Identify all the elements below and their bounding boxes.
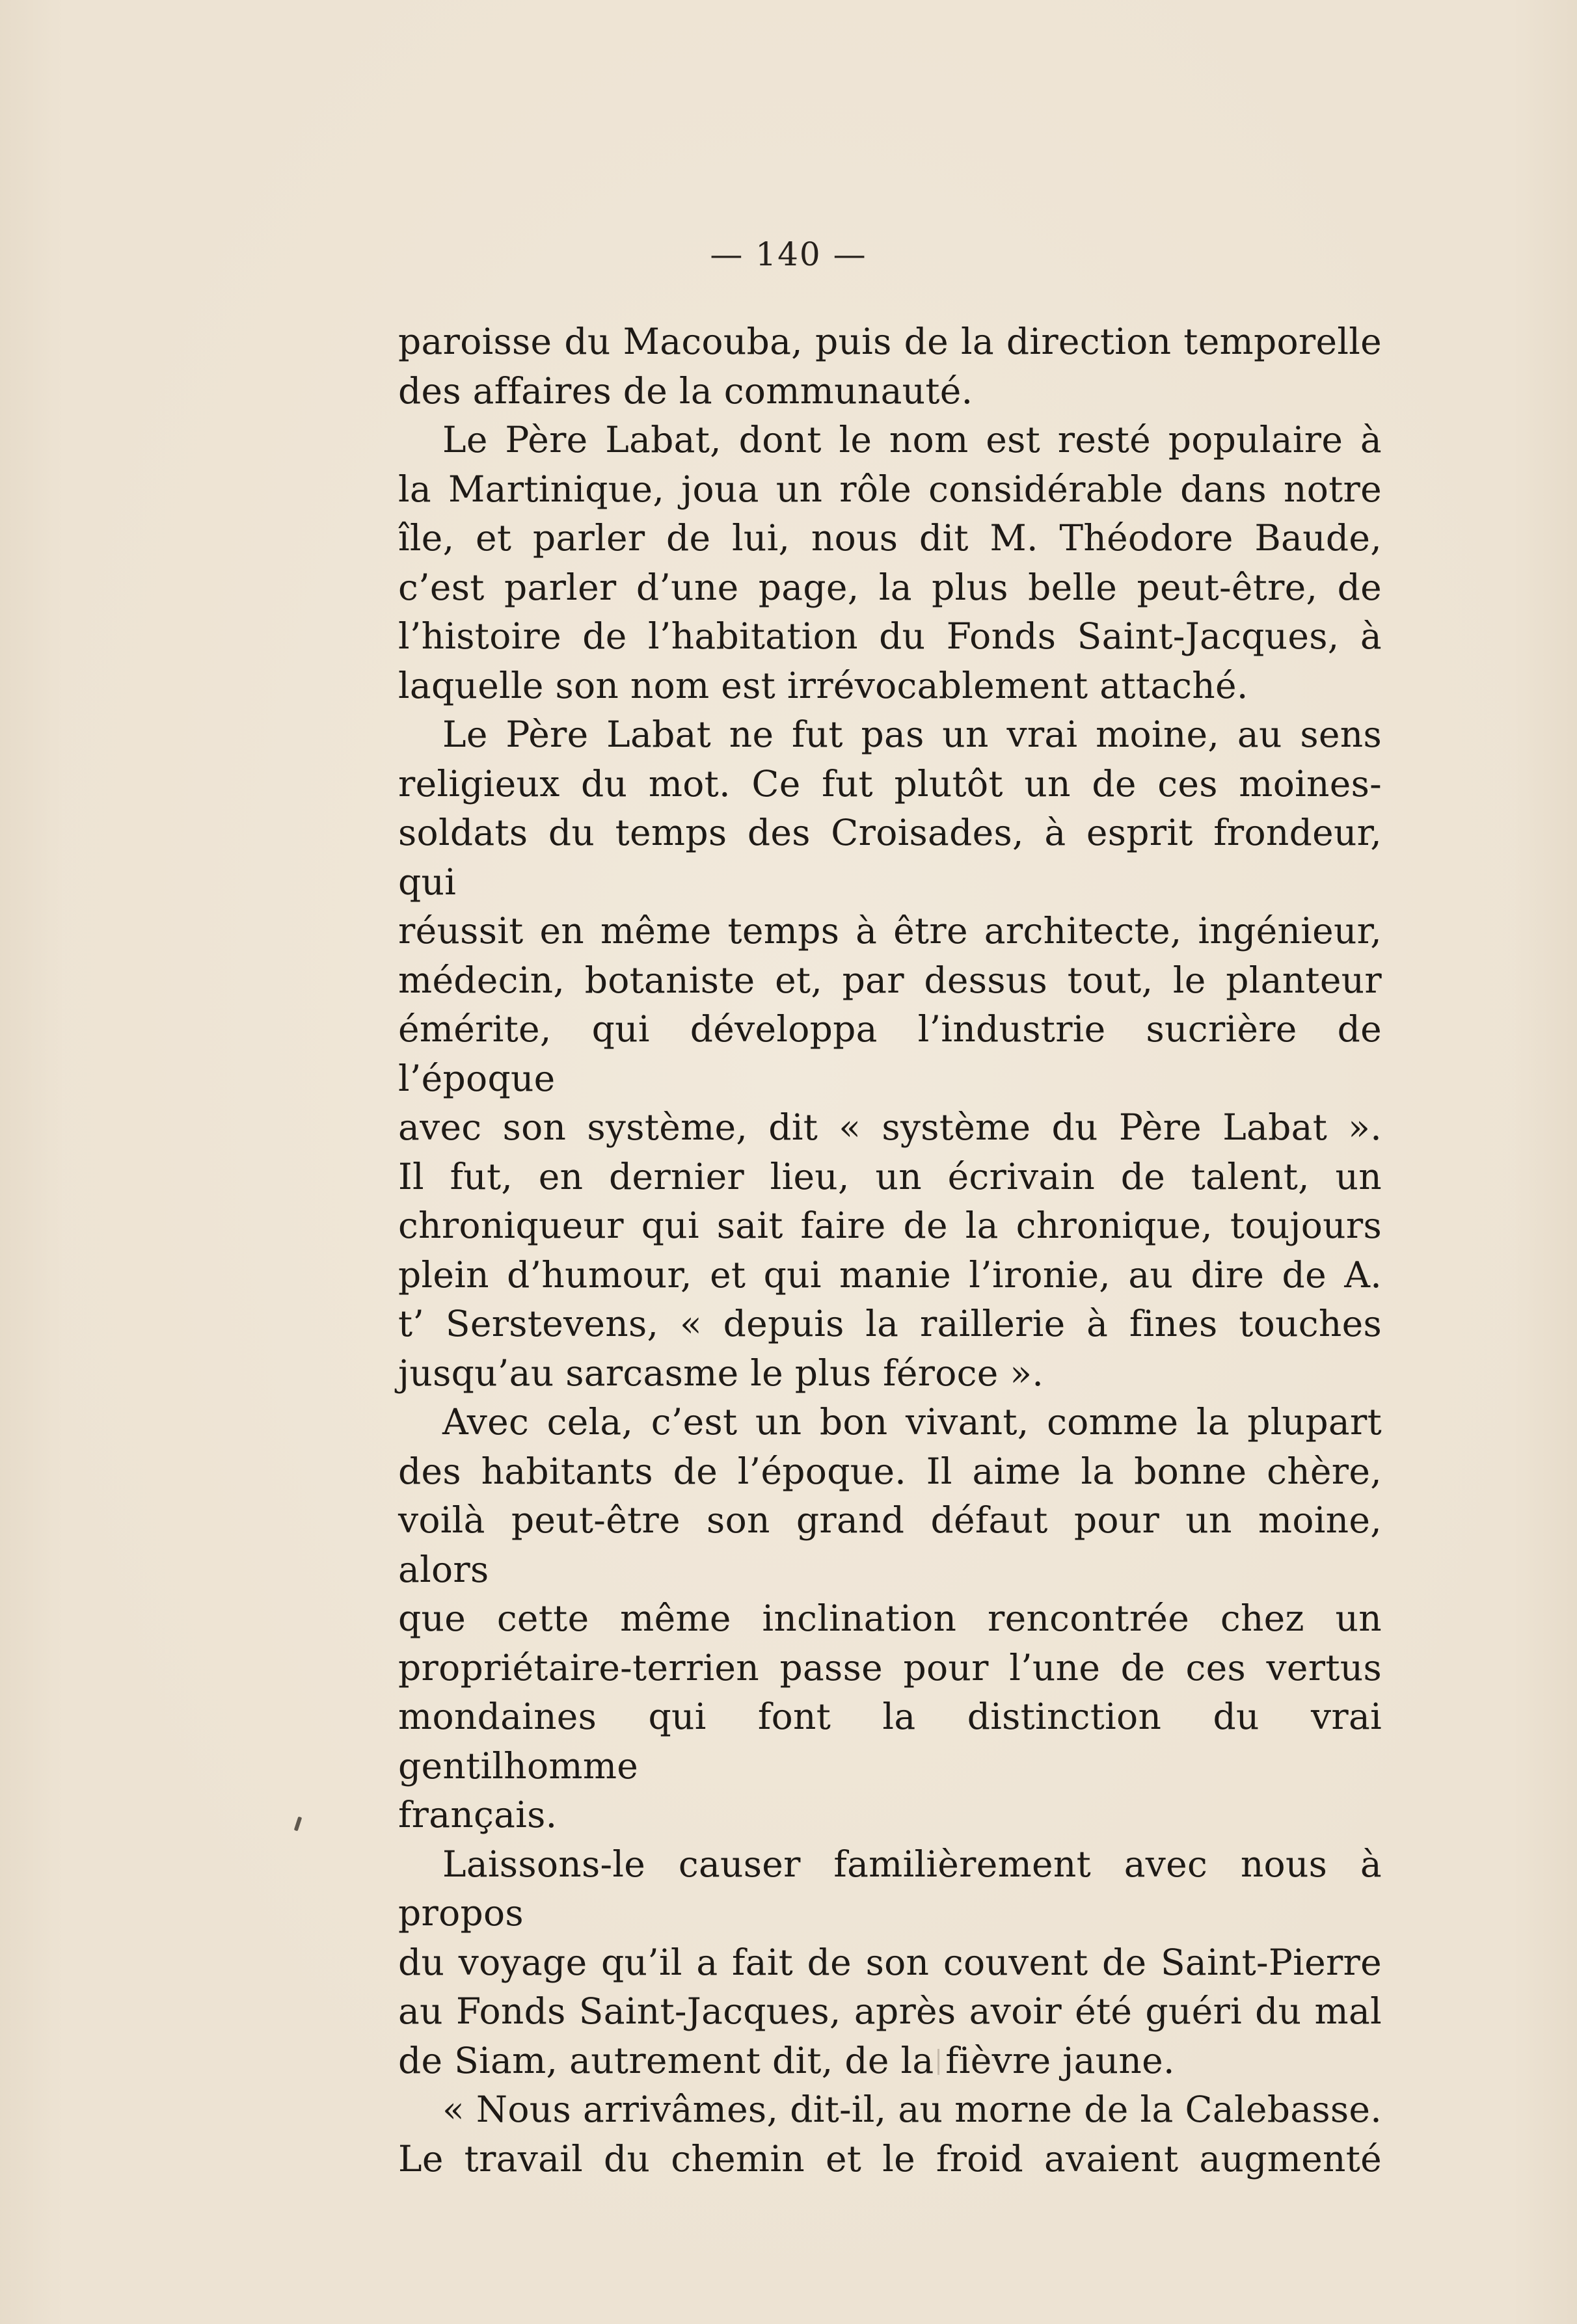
text-line: paroisse du Macouba, puis de la direction temporelle	[398, 321, 1382, 362]
paragraph	[398, 317, 1382, 416]
paragraph	[398, 416, 1382, 710]
text-line: Le Père Labat ne fut pas un vrai moine, au sens	[442, 714, 1382, 755]
text-line: la Martinique, joua un rôle considérable dans notre	[398, 468, 1382, 510]
paragraph	[398, 1398, 1382, 1840]
text-line: plein d’humour, et qui manie l’ironie, au dire de A.	[398, 1253, 1382, 1296]
text-line: français.	[398, 1794, 558, 1836]
margin-ink-mark	[294, 1817, 303, 1832]
paragraph	[398, 2085, 1382, 2184]
text-line: avec son système, dit « système du Père Labat ».	[398, 1106, 1382, 1148]
paper-speck	[937, 2049, 939, 2075]
text-line: réussit en même temps à être architecte, ingénieur,	[398, 910, 1382, 952]
text-line: l’histoire de l’habitation du Fonds Saint-Jacques, à	[398, 615, 1382, 657]
text-line: au Fonds Saint-Jacques, après avoir été guéri du mal	[398, 1990, 1382, 2032]
text-line: voilà peut-être son grand défaut pour un moine, alors	[398, 1499, 1382, 1590]
text-line: médecin, botaniste et, par dessus tout, le planteur	[398, 959, 1382, 1001]
paragraph	[398, 1840, 1382, 2086]
text-line: mondaines qui font la distinction du vrai gentilhomme	[398, 1696, 1382, 1787]
text-line: des affaires de la communauté.	[398, 369, 973, 412]
text-line: propriétaire-terrien passe pour l’une de ces vertus	[398, 1646, 1382, 1689]
text-line: chroniqueur qui sait faire de la chronique, toujours	[398, 1205, 1382, 1246]
paragraph	[398, 710, 1382, 1398]
text-line: c’est parler d’une page, la plus belle peut-être, de	[398, 566, 1382, 608]
text-line: du voyage qu’il a fait de son couvent de Saint-Pierre	[398, 1941, 1382, 1983]
text-line: religieux du mot. Ce fut plutôt un de ces moines-	[398, 762, 1382, 805]
text-line: des habitants de l’époque. Il aime la bonne chère,	[398, 1450, 1382, 1492]
text-line: « Nous arrivâmes, dit-il, au morne de la Calebasse.	[442, 2089, 1382, 2130]
text-line: Avec cela, c’est un bon vivant, comme la plupart	[442, 1401, 1382, 1443]
text-line: de Siam, autrement dit, de la fièvre jaune.	[398, 2039, 1175, 2081]
text-line: Il fut, en dernier lieu, un écrivain de talent, un	[398, 1155, 1382, 1197]
text-line: Le travail du chemin et le froid avaient augmenté	[398, 2137, 1382, 2180]
text-line: Laissons-le causer familièrement avec nous à propos	[398, 1843, 1382, 1934]
text-line: île, et parler de lui, nous dit M. Théodore Baude,	[398, 517, 1382, 559]
body-text	[398, 317, 1382, 2184]
page-number: — 140 —	[710, 235, 867, 273]
text-line: soldats du temps des Croisades, à esprit frondeur, qui	[398, 812, 1382, 903]
text-line: t’ Serstevens, « depuis la raillerie à fines touches	[398, 1303, 1382, 1344]
text-line: que cette même inclination rencontrée chez un	[398, 1597, 1382, 1639]
text-line: laquelle son nom est irrévocablement attaché.	[398, 664, 1248, 706]
text-line: Le Père Labat, dont le nom est resté populaire à	[442, 419, 1382, 461]
text-line: jusqu’au sarcasme le plus féroce ».	[398, 1352, 1044, 1394]
text-line: émérite, qui développa l’industrie sucrière de l’époque	[398, 1008, 1382, 1099]
